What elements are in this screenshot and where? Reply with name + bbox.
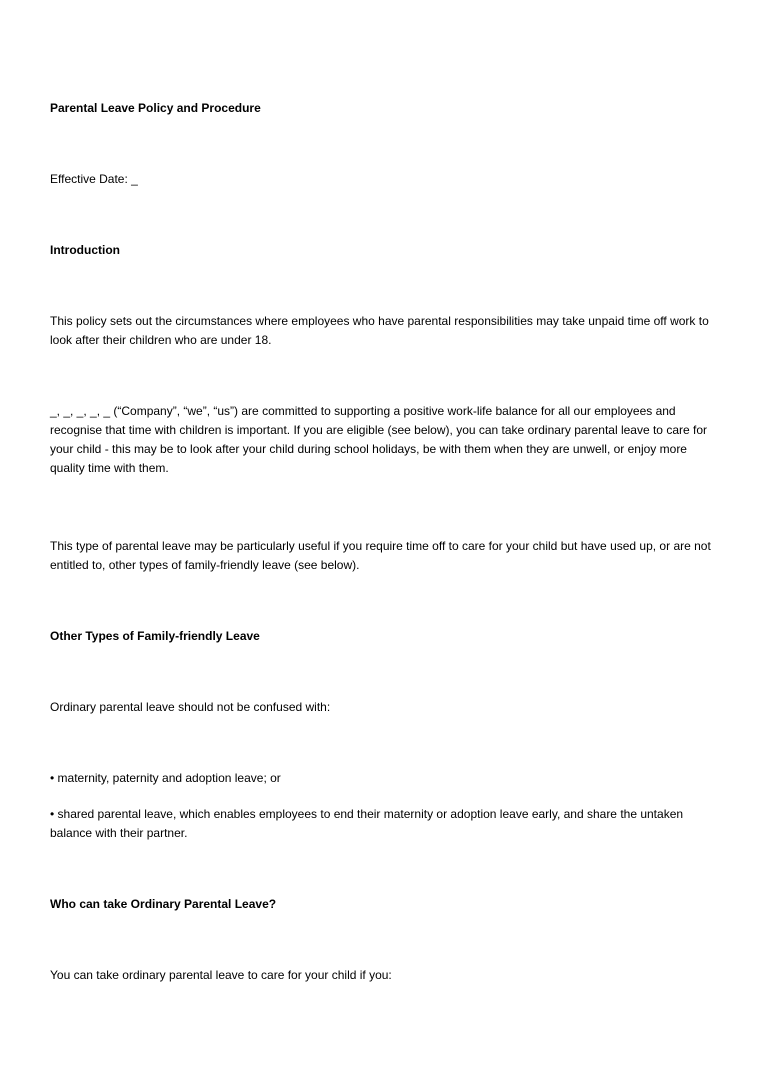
who-can-take-paragraph: You can take ordinary parental leave to care for your child if you: <box>50 968 392 982</box>
introduction-paragraph-3: This type of parental leave may be particularly useful if you require time off to care for your child but have used up, or are not entitled to, other types of family-friendly leave (see below). <box>50 539 711 572</box>
who-can-take-heading: Who can take Ordinary Parental Leave? <box>50 897 277 911</box>
introduction-heading: Introduction <box>50 243 120 257</box>
other-leave-heading: Other Types of Family-friendly Leave <box>50 629 260 643</box>
other-leave-paragraph: Ordinary parental leave should not be confused with: <box>50 700 331 714</box>
list-item: • shared parental leave, which enables employees to end their maternity or adoption leave early, and share the untaken balance with their partner. <box>50 807 684 840</box>
introduction-paragraph-2: _, _, _, _, _ (“Company”, “we”, “us”) are committed to supporting a positive work-life balance for all our employees and recognise that time with children is important. If you are eligible (see below), you can take ordinary parental leave to care for your child - this may be to look after your child during school holidays, be with them when they are unwell, or enjoy more quality time with them. <box>50 404 707 475</box>
effective-date: Effective Date: _ <box>50 172 138 186</box>
list-item: • maternity, paternity and adoption leave; or <box>50 771 281 785</box>
introduction-paragraph-1: This policy sets out the circumstances where employees who have parental responsibilities may take unpaid time off work to look after their children who are under 18. <box>50 314 709 347</box>
document-title: Parental Leave Policy and Procedure <box>50 101 261 115</box>
